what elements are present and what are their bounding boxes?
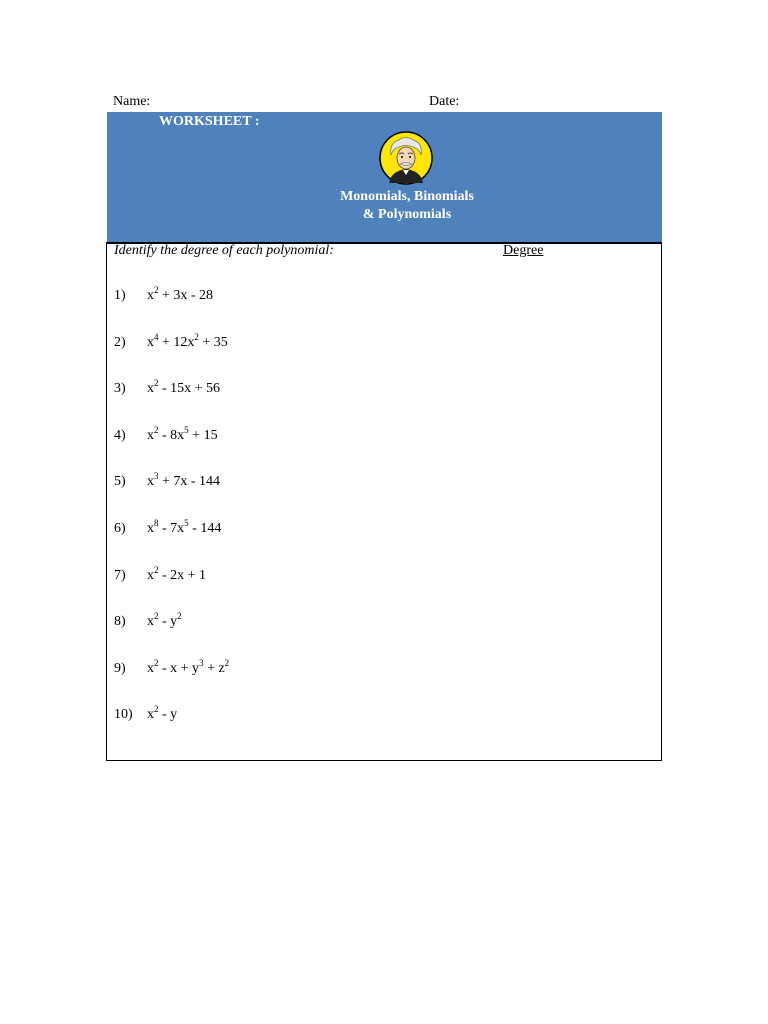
exponent: 2 [154,657,159,668]
topic-line-2: & Polynomials [362,207,452,222]
problem-item [107,518,507,541]
exponent: 2 [194,331,199,342]
worksheet-topic [307,188,507,224]
problem-number: 8) [114,614,126,630]
problem-item [107,657,507,681]
polynomial-expression: $x^8 - 7x^5 - 144$ [147,518,222,536]
problem-number: 3) [114,381,126,397]
problem-item [107,285,507,308]
polynomial-expression: $x^2 - 2x + 1$ [147,564,207,583]
worksheet-title: WORKSHEET : [159,114,260,129]
exponent: 5 [184,424,189,435]
polynomial-expression: $x^2 - x + y^3 + z^2$ [147,657,230,676]
problem-number: 5) [114,474,126,490]
polynomial-expression: $x^3 + 7x - 144$ [147,471,221,490]
topic-line-1: Monomials, Binomials [340,189,474,204]
exponent: 2 [154,564,159,575]
name-label: Name: [113,94,151,109]
instructions: Identify the degree of each polynomial: [114,243,334,258]
exponent: 8 [154,518,159,528]
problem-number: 2) [114,334,126,350]
exponent: 2 [154,285,159,295]
date-label: Date: [429,94,460,109]
problem-number: 7) [114,567,126,583]
exponent: 5 [184,518,189,528]
problems-box [106,242,662,761]
polynomial-expression: $x^2 - 15x + 56$ [147,378,221,397]
problem-item [107,564,507,588]
exponent: 2 [154,611,159,622]
polynomial-expression: $x^4 + 12x^2 + 35$ [147,331,228,350]
polynomial-expression: $x^2$ - y [147,704,178,723]
exponent: 2 [154,424,159,435]
problem-item [107,331,507,355]
exponent: 2 [224,657,230,668]
worksheet-banner [107,112,662,244]
exponent: 3 [199,657,204,668]
degree-column-header: Degree [503,243,544,258]
polynomial-expression: $x^2 + 3x - 28$ [147,285,214,303]
problem-item [107,378,507,401]
exponent: 2 [154,378,159,389]
einstein-cartoon-icon [379,131,433,185]
exponent: 3 [154,471,159,482]
exponent: 4 [154,331,159,342]
problem-item [107,611,507,634]
problem-number: 1) [114,288,126,303]
problem-number: 4) [114,427,126,443]
problem-item [107,704,507,727]
exponent: 2 [177,611,182,622]
polynomial-expression: $x^2 - y^2$ [147,611,182,630]
problem-number: 9) [114,660,126,676]
problem-number: 6) [114,521,126,536]
problem-number: 10) [114,707,133,723]
problem-item [107,471,507,494]
problem-item [107,424,507,448]
exponent: 2 [154,704,159,715]
polynomial-expression: $x^2 - 8x^5 + 15$ [147,424,218,443]
